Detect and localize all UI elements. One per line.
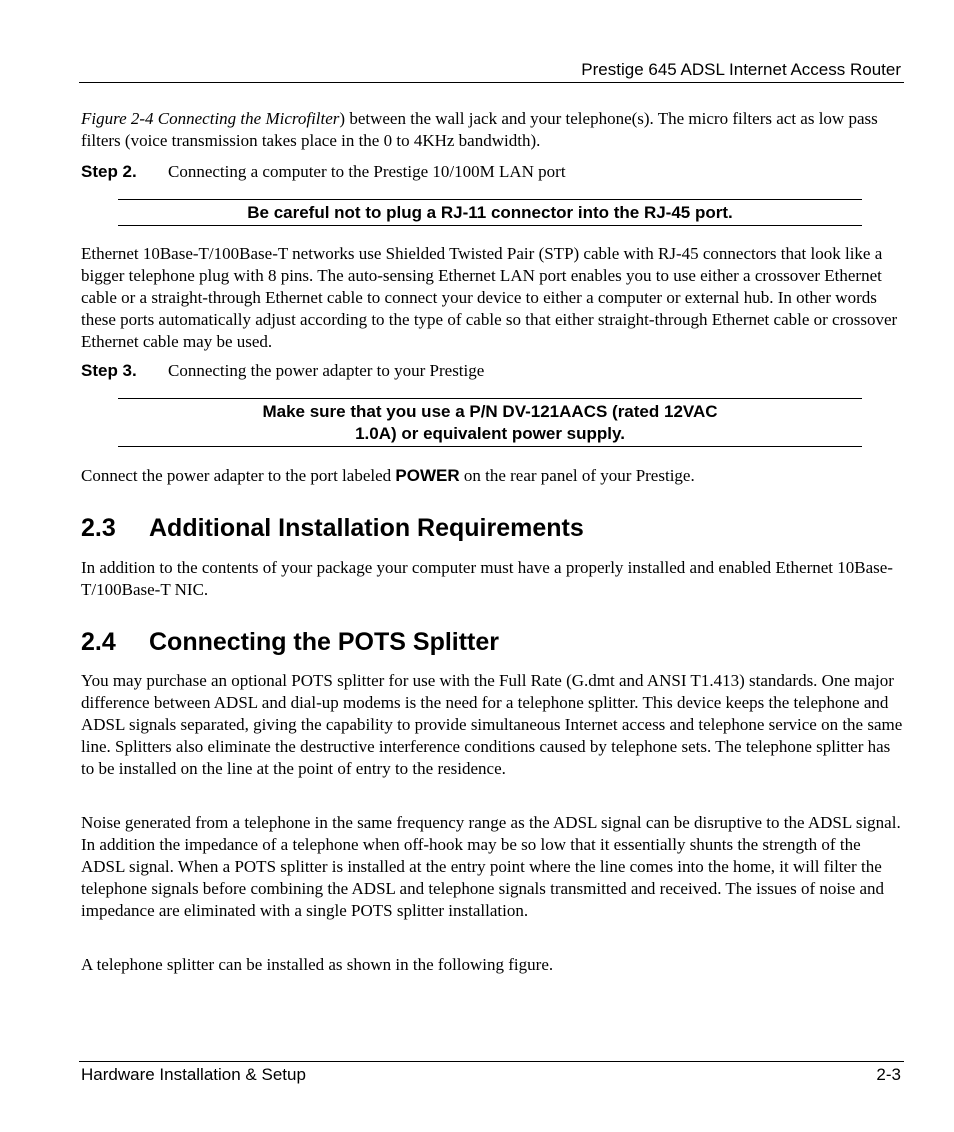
running-header-title: Prestige 645 ADSL Internet Access Router xyxy=(581,60,901,79)
splitter-paragraph-2: Noise generated from a telephone in the same frequency range as the ADSL signal can be disruptive to the ADSL signal. In addition the impedance of a telephone when off-hook may be so low that it essentially shunts the strength of the ADSL signal. When a POTS splitter is installed at the entry point where the line comes into the home, it will filter the telephone signals before combining the ADSL and telephone signals transmitted and received. The issues of noise and impedance are eliminated with a single POTS splitter installation. xyxy=(81,813,901,920)
note-rj11-warning xyxy=(118,199,862,226)
section-2-4-title: Connecting the POTS Splitter xyxy=(149,628,500,656)
step-3-text: Connecting the power adapter to your Prestige xyxy=(168,361,485,380)
note-power-supply xyxy=(118,398,862,447)
section-2-3-title: Additional Installation Requirements xyxy=(149,514,584,542)
note-power-line-1: Make sure that you use a P/N DV-121AACS (rated 12VAC xyxy=(262,402,718,421)
step-2-label: Step 2. xyxy=(81,162,137,181)
note-power-line-2: 1.0A) or equivalent power supply. xyxy=(355,424,625,443)
footer-chapter-title: Hardware Installation & Setup xyxy=(81,1065,306,1084)
footer-rule xyxy=(79,1061,904,1062)
ethernet-paragraph: Ethernet 10Base-T/100Base-T networks use Shielded Twisted Pair (STP) cable with RJ-45 connectors that look like a bigger telephone plug with 8 pins. The auto-sensing Ethernet LAN port enables you to use either a crossover Ethernet cable or a straight-through Ethernet cable to connect your device to either a computer or external hub. In other words these ports automatically adjust according to the type of cable so that either straight-through Ethernet cable or crossover Ethernet cable may be used. xyxy=(81,244,898,351)
section-2-4-heading xyxy=(81,628,499,657)
note-rj11-text: Be careful not to plug a RJ-11 connector into the RJ-45 port. xyxy=(247,203,733,222)
figure-reference: Figure 2-4 Connecting the Microfilter xyxy=(81,109,340,128)
step-2-text: Connecting a computer to the Prestige 10/100M LAN port xyxy=(168,162,566,181)
intro-paragraph xyxy=(81,108,903,152)
section-2-3-text: In addition to the contents of your package your computer must have a properly installed and enabled Ethernet 10Base-T/100Base-T NIC. xyxy=(81,558,893,599)
power-paragraph xyxy=(81,465,903,487)
splitter-paragraph-1: You may purchase an optional POTS splitter for use with the Full Rate (G.dmt and ANSI T1.413) standards. One major difference between ADSL and dial-up modems is the need for a telephone splitter. This device keeps the telephone and ADSL signals separated, giving the capability to provide simultaneous Internet access and telephone service on the same line. Splitters also eliminate the destructive interference conditions caused by telephone sets. The telephone splitter has to be installed on the line at the point of entry to the residence. xyxy=(81,671,903,778)
section-2-3-number: 2.3 xyxy=(81,514,116,542)
splitter-paragraph-3: A telephone splitter can be installed as shown in the following figure. xyxy=(81,955,554,974)
step-3 xyxy=(81,361,484,381)
header-rule xyxy=(79,82,904,83)
footer-page-number: 2-3 xyxy=(876,1065,901,1084)
power-keyword: POWER xyxy=(395,466,460,485)
section-2-4-number: 2.4 xyxy=(81,628,116,656)
intro-text: ) between the wall jack and your telephone(s). The micro filters act as low pass filters (voice transmission takes place in the 0 to 4KHz bandwidth). xyxy=(81,109,878,150)
step-2 xyxy=(81,162,566,182)
power-text-after: on the rear panel of your Prestige. xyxy=(459,466,695,485)
power-text-before: Connect the power adapter to the port labeled xyxy=(81,466,396,485)
section-2-3-heading xyxy=(81,514,584,543)
step-3-label: Step 3. xyxy=(81,361,137,380)
